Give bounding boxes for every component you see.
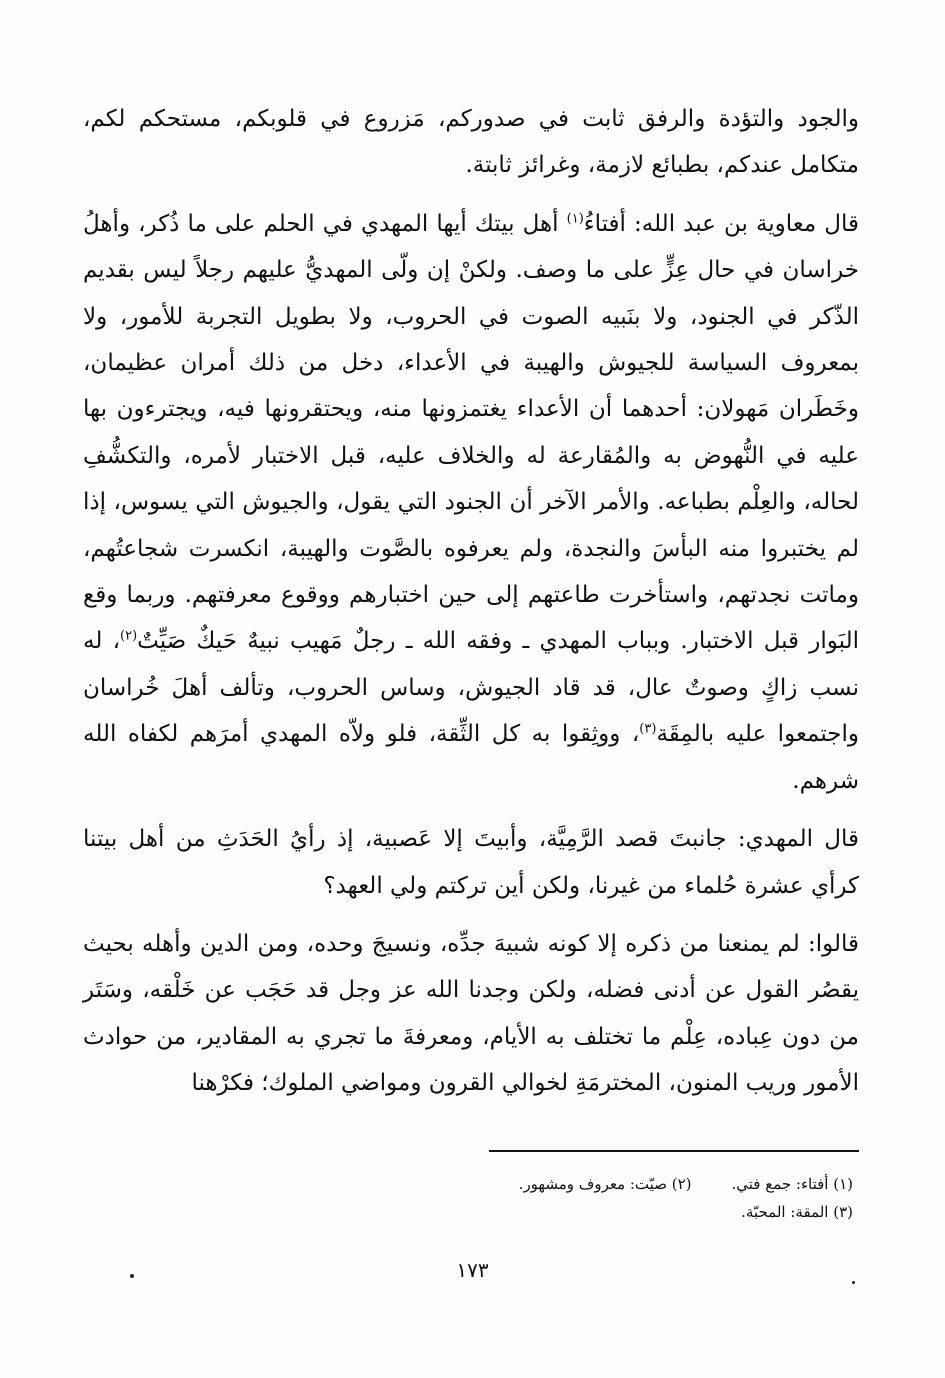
paragraph-4-text: قالوا: لم يمنعنا من ذكره إلا كونه شبيهَ جدِّه، ونسيجَ وحده، ومن الدين وأهله بحيث يقصُر القول عن أدنى فضله، ولكن وجدنا الله عز وجل قد حَجَب عن خَلْقه، وسَتَر من دون عِباده، عِلْم ما تختلف به الأيام، ومعرفةَ ما تجري به المقادير، من حوادث الأمور وريب المنون، المخترمَةِ لخوالي القرون ومواضي الملوك؛ فكرْهنا (83, 930, 859, 1097)
scan-speck (852, 1281, 855, 1284)
paragraph-3 (83, 816, 859, 909)
paragraph-2 (83, 201, 859, 804)
footnote-row-1 (333, 1170, 853, 1198)
paragraph-2-text-end: ، ووثِقوا به كل الثِّقة، فلو ولاّه المهدي أمرَهم لكفاه الله شرهم. (83, 721, 859, 794)
footnote-1: (١) أفتاء: جمع فتي. (731, 1175, 853, 1193)
footnotes (333, 1170, 853, 1226)
paragraph-4 (83, 921, 859, 1107)
page-number: ١٧٣ (456, 1258, 489, 1282)
paragraph-3-text: قال المهدي: جانبتَ قصد الرَّمِيَّة، وأبيتَ إلا عَصبية، إذ رأيُ الحَدَثِ من أهل بيتنا كرأي عشرة حُلماء من غيرنا، ولكن أين تركتم ولي العهد؟ (83, 826, 859, 899)
footnote-separator (489, 1150, 859, 1152)
footnote-2: (٢) صيّت: معروف ومشهور. (518, 1175, 692, 1193)
paragraph-2-text-mid: أهل بيتك أيها المهدي في الحلم على ما ذُكر، وأهلُ خراسان في حال عِزٍّ على ما وصف. ولكنْ إن ولّى المهديُّ عليهم رجلاً ليس بقديم الذّكر في الجنود، ولا بنَبيه الصوت في الحروب، ولا بطويل التجربة للأمور، ولا بمعروف السياسة للجيوش والهيبة في الأعداء، دخل من ذلك أمران عظيمان، وخَطَران مَهولان: أحدهما أن الأعداء يغتمزونها منه، ويحتقرونها فيه، ويجترءون بها عليه في النُّهوض به والمُقارعة له والخلاف عليه، قبل الاختبار لأمره، والتكشُّفِ لحاله، والعِلْم بطباعه. والأمر الآخر أن الجنود التي يقول، والجيوش التي يسوس، إذا لم يختبروا منه البأسَ والنجدة، ولم يعرفوه بالصَّوت والهيبة، انكسرت شجاعتُهم، وماتت نجدتهم، واستأخرت طاعتهم إلى حين اختبارهم ووقوع معرفتهم. وربما وقع البَوار قبل الاختبار. وبباب المهدي ـ وفقه الله ـ رجلٌ مَهيب نبيهٌ حَيكٌ صَيِّتٌ (83, 210, 859, 655)
footnote-3: (٣) المقة: المحبّة. (741, 1203, 853, 1221)
paragraph-2-text-mid2: ، له نسب زاكٍ وصوتٌ عال، قد قاد الجيوش، وساس الحروب، وتألف أهلَ خُراسان واجتمعوا عليه بالمِقَة (83, 628, 860, 748)
main-text (83, 96, 859, 1119)
footnote-row-2 (333, 1198, 853, 1226)
footnote-mark-3: (٣) (639, 721, 657, 737)
paragraph-1 (83, 96, 859, 189)
footnote-mark-2: (٢) (120, 628, 138, 644)
scan-speck (130, 1274, 134, 1278)
paragraph-1-text: والجود والتؤدة والرفق ثابت في صدوركم، مَزروع في قلوبكم، مستحكم لكم، متكامل عندكم، بطبائع لازمة، وغرائز ثابتة. (83, 106, 859, 179)
paragraph-2-text-start: قال معاوية بن عبد الله: أفتاءُ (583, 210, 859, 237)
footnote-mark-1: (١) (566, 211, 584, 227)
